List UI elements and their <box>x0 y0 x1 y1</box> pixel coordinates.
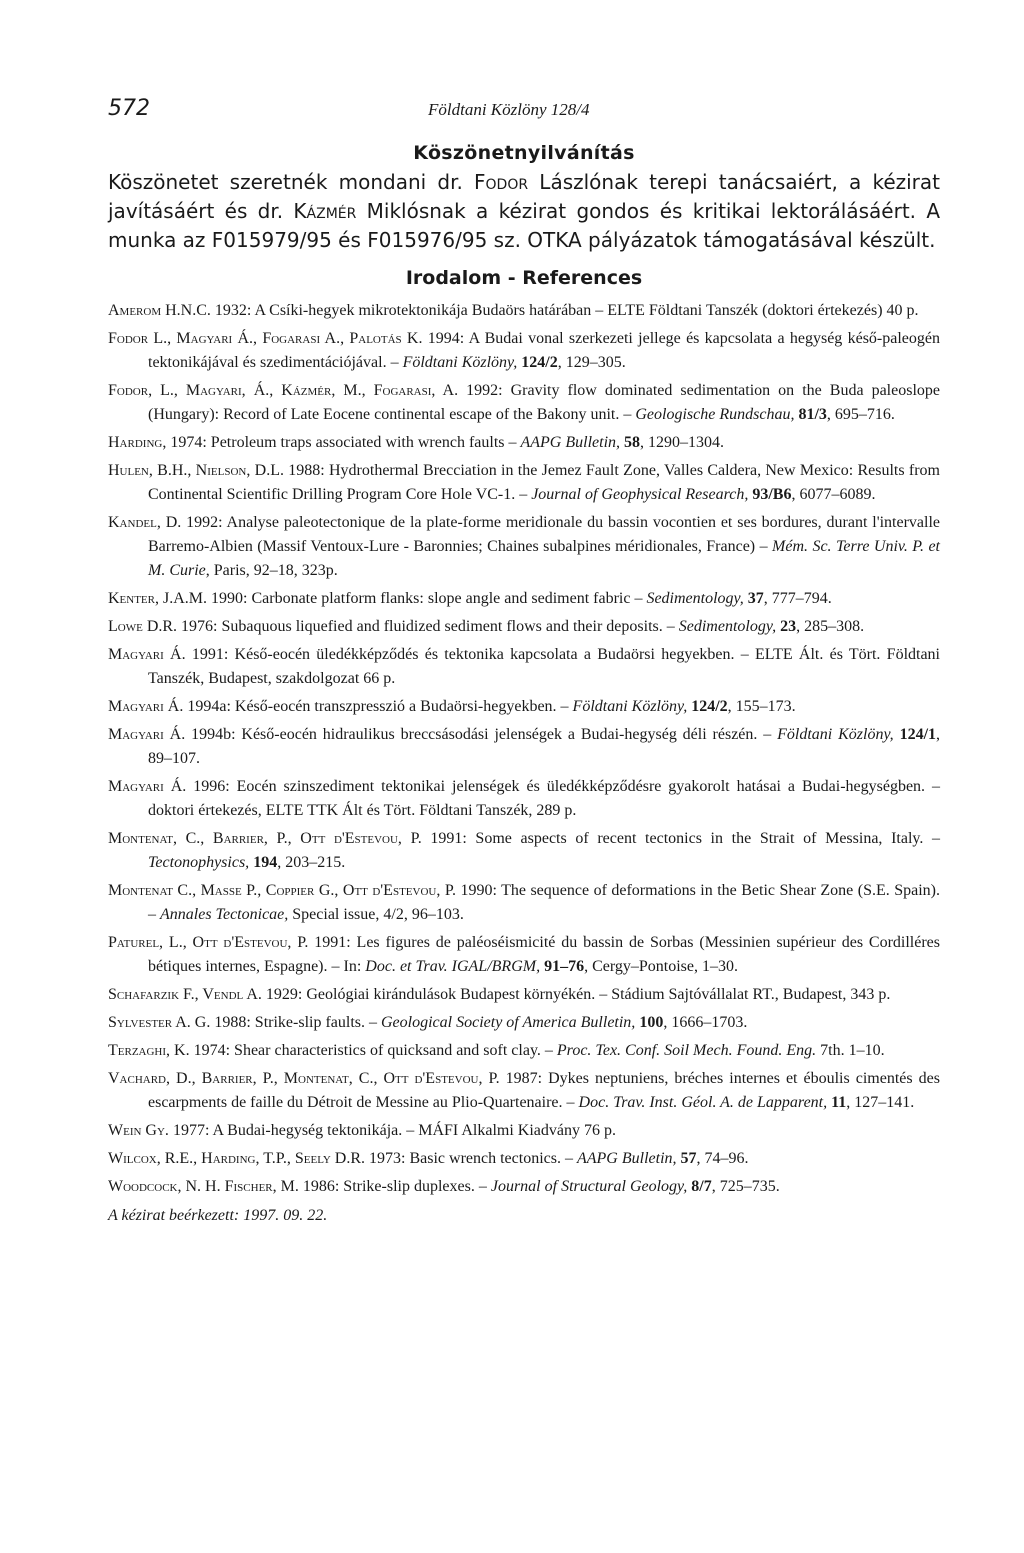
reference-text: 1994: A Budai vonal szerkezeti jellege és kapcsolata a hegység késő-paleogén tektonikájával és szedimentációjával. – <box>148 330 940 371</box>
reference-authors: Amerom H.N.C. <box>108 302 211 319</box>
reference-text: 1929: Geológiai kirándulások Budapest környékén. – Stádium Sajtóvállalat RT., Budapest, 343 p. <box>261 986 891 1003</box>
reference-text: 1932: A Csíki-hegyek mikrotektonikája Budaörs határában – ELTE Földtani Tanszék (doktori értekezés) 40 p. <box>210 302 919 319</box>
reference-entry <box>108 431 940 455</box>
reference-volume: 58 <box>624 434 641 451</box>
ack-name-kazmer: Kázmér <box>293 199 357 223</box>
reference-entry <box>108 299 940 323</box>
reference-authors: Paturel, L., Ott d'Estevou, P. <box>108 934 309 951</box>
reference-text: 1974: Petroleum traps associated with wrench faults – <box>166 434 521 451</box>
reference-text: 1987: Dykes neptuniens, bréches internes et éboulis cimentés des escarpments de faille du Détroit de Messine au Plio-Quartenaire. – <box>148 1070 940 1111</box>
reference-text: 1991: Les figures de paléoséismicité du bassin de Sorbas (Messinien supérieur des Cordilléres bétiques internes, Espagne). – In: <box>148 934 940 975</box>
reference-entry <box>108 587 940 611</box>
reference-entry <box>108 1039 940 1063</box>
reference-pages: , 203–215. <box>277 854 346 871</box>
reference-volume: 91–76 <box>544 958 585 975</box>
reference-authors: Wilcox, R.E., Harding, T.P., Seely D.R. <box>108 1150 366 1167</box>
reference-authors: Montenat, C., Barrier, P., Ott d'Estevou, P. <box>108 830 422 847</box>
reference-volume: 124/2 <box>521 354 558 371</box>
acknowledgement-text <box>108 168 940 255</box>
reference-pages: , Cergy–Pontoise, 1–30. <box>584 958 739 975</box>
reference-authors: Hulen, B.H., Nielson, D.L. <box>108 462 284 479</box>
reference-entry <box>108 511 940 583</box>
reference-source: Sedimentology, <box>646 590 748 607</box>
reference-entry <box>108 827 940 875</box>
received-date: A kézirat beérkezett: 1997. 09. 22. <box>108 1207 328 1224</box>
reference-entry <box>108 459 940 507</box>
reference-authors: Montenat C., Masse P., Coppier G., Ott d'Estevou, P. <box>108 882 456 899</box>
reference-pages: , 725–735. <box>711 1178 780 1195</box>
reference-text: 1992: Gravity flow dominated sedimentation on the Buda paleoslope (Hungary): Record of Late Eocene continental escape of the Bakony unit. – <box>148 382 940 423</box>
reference-volume: 11 <box>831 1094 847 1111</box>
reference-authors: Vachard, D., Barrier, P., Montenat, C., Ott d'Estevou, P. <box>108 1070 500 1087</box>
reference-source: Földtani Közlöny, <box>402 354 522 371</box>
ack-text-3: Miklósnak a kézirat gondos és kritikai lektorálásáért. A munka az F015979/95 és F015976/95 sz. OTKA pályázatok támogatásával készült. <box>108 199 941 252</box>
reference-text: 1976: Subaquous liquefied and fluidized sediment flows and their deposits. – <box>177 618 679 635</box>
reference-pages: , Paris, 92–18, 323p. <box>205 562 338 579</box>
reference-source: Tectonophysics, <box>148 854 254 871</box>
reference-entry <box>108 879 940 927</box>
journal-title: Földtani Közlöny 128/4 <box>428 100 590 119</box>
reference-pages: , 1290–1304. <box>640 434 725 451</box>
reference-source: Mém. Sc. Terre Univ. P. et M. Curie <box>148 538 941 579</box>
reference-text: 1991: Késő-eocén üledékképződés és tektonika kapcsolata a Budaörsi hegyekben. – ELTE Ált. és Tört. Földtani Tanszék, Budapest, szakdolgozat 66 p. <box>148 646 941 687</box>
ack-text-2: Lászlónak terepi tanácsaiért, a kézirat javításáért és dr. <box>108 170 941 223</box>
reference-authors: Wein Gy. <box>108 1122 169 1139</box>
reference-entry <box>108 983 940 1007</box>
reference-source: Földtani Közlöny, <box>777 726 900 743</box>
reference-text: 1988: Strike-slip faults. – <box>210 1014 381 1031</box>
reference-pages: , 777–794. <box>763 590 832 607</box>
reference-text: 1986: Strike-slip duplexes. – <box>298 1178 491 1195</box>
reference-authors: Kandel, D. <box>108 514 182 531</box>
reference-source: Geologische Rundschau, <box>635 406 799 423</box>
page-number: 572 <box>108 96 150 121</box>
reference-entry <box>108 695 940 719</box>
reference-source: Annales Tectonicae, <box>160 906 293 923</box>
reference-authors: Magyari Á. <box>108 698 184 715</box>
reference-entry <box>108 1147 940 1171</box>
reference-authors: Woodcock, N. H. Fischer, M. <box>108 1178 299 1195</box>
reference-text: 1994b: Késő-eocén hidraulikus breccsásodási jelenségek a Budai-hegység déli részén. – <box>185 726 778 743</box>
reference-source: Geological Society of America Bulletin, <box>381 1014 640 1031</box>
reference-pages: , 285–308. <box>796 618 865 635</box>
ack-name-fodor: Fodor <box>474 170 529 194</box>
reference-pages: , 89–107. <box>148 726 941 767</box>
reference-volume: 37 <box>747 590 764 607</box>
reference-authors: Fodor L., Magyari Á., Fogarasi A., Palotás K. <box>108 330 423 347</box>
reference-authors: Schafarzik F., Vendl A. <box>108 986 262 1003</box>
reference-source: AAPG Bulletin, <box>576 1150 681 1167</box>
reference-authors: Lowe D.R. <box>108 618 178 635</box>
reference-entry <box>108 615 940 639</box>
reference-volume: 93/B6 <box>752 486 792 503</box>
reference-pages: , 127–141. <box>846 1094 915 1111</box>
reference-text: 1996: Eocén szinszediment tektonikai jelenségek és üledékképződésre gyakorolt hatásai a Budai-hegységben. – doktori értekezés, ELTE TTK Ált és Tört. Földtani Tanszék, 289 p. <box>148 778 940 819</box>
reference-list <box>108 299 940 1199</box>
reference-authors: Fodor, L., Magyari, Á., Kázmér, M., Fogarasi, A. <box>108 382 459 399</box>
reference-pages: 7th. 1–10. <box>816 1042 885 1059</box>
reference-pages: , 129–305. <box>557 354 626 371</box>
reference-text: 1990: The sequence of deformations in the Betic Shear Zone (S.E. Spain). – <box>148 882 941 923</box>
reference-text: 1991: Some aspects of recent tectonics in the Strait of Messina, Italy. – <box>421 830 940 847</box>
reference-pages: , 155–173. <box>727 698 796 715</box>
reference-text: 1973: Basic wrench tectonics. – <box>365 1150 577 1167</box>
reference-source: Földtani Közlöny, <box>572 698 692 715</box>
reference-authors: Sylvester A. G. <box>108 1014 211 1031</box>
reference-source: Sedimentology, <box>678 618 781 635</box>
reference-volume: 100 <box>639 1014 664 1031</box>
reference-volume: 57 <box>680 1150 697 1167</box>
reference-source: Doc. Trav. Inst. Géol. A. de Lapparent, <box>578 1094 832 1111</box>
reference-entry <box>108 1175 940 1199</box>
reference-text: 1994a: Késő-eocén transzpresszió a Budaörsi-hegyekben. – <box>183 698 573 715</box>
reference-text: 1977: A Budai-hegység tektonikája. – MÁFI Alkalmi Kiadvány 76 p. <box>168 1122 616 1139</box>
reference-text: 1992: Analyse paleotectonique de la plate-forme meridionale du bassin vocontien et ses bordures, durant l'intervalle Barremo-Albien (Massif Ventoux-Lure - Baronnies; Chaines subalpines méridionales, France) – <box>148 514 940 555</box>
reference-authors: Magyari Á. <box>108 778 187 795</box>
reference-entry <box>108 1119 940 1143</box>
reference-entry <box>108 1011 940 1035</box>
reference-volume: 8/7 <box>691 1178 712 1195</box>
references-title: Irodalom - References <box>405 267 643 289</box>
reference-entry <box>108 379 940 427</box>
reference-volume: 81/3 <box>798 406 827 423</box>
reference-authors: Harding, <box>108 434 167 451</box>
reference-source: Proc. Tex. Conf. Soil Mech. Found. Eng. <box>556 1042 817 1059</box>
reference-volume: 124/2 <box>691 698 728 715</box>
reference-volume: 23 <box>780 618 797 635</box>
ack-text-1: Köszönetet szeretnék mondani dr. <box>108 170 475 194</box>
reference-authors: Magyari Á. <box>108 726 186 743</box>
reference-entry <box>108 775 940 823</box>
page <box>108 96 940 1225</box>
reference-authors: Terzaghi, K. <box>108 1042 190 1059</box>
reference-pages: , 1666–1703. <box>663 1014 748 1031</box>
reference-source: Journal of Geophysical Research, <box>531 486 753 503</box>
reference-text: 1974: Shear characteristics of quicksand and soft clay. – <box>189 1042 557 1059</box>
reference-authors: Kenter, J.A.M. <box>108 590 208 607</box>
reference-entry <box>108 723 940 771</box>
reference-entry <box>108 327 940 375</box>
reference-volume: 194 <box>253 854 278 871</box>
reference-source: Doc. et Trav. IGAL/BRGM, <box>365 958 545 975</box>
reference-source: Journal of Structural Geology, <box>490 1178 692 1195</box>
acknowledgement-title: Köszönetnyilvánítás <box>413 142 635 164</box>
reference-text: 1988: Hydrothermal Brecciation in the Jemez Fault Zone, Valles Caldera, New Mexico: Results from Continental Scientific Drilling Program Core Hole VC-1. – <box>148 462 940 503</box>
reference-text: 1990: Carbonate platform flanks: slope angle and sediment fabric – <box>207 590 647 607</box>
reference-entry <box>108 931 940 979</box>
reference-volume: 124/1 <box>899 726 937 743</box>
reference-pages: Special issue, 4/2, 96–103. <box>292 906 464 923</box>
reference-entry <box>108 1067 940 1115</box>
reference-pages: , 74–96. <box>696 1150 749 1167</box>
reference-entry <box>108 643 940 691</box>
reference-pages: , 6077–6089. <box>791 486 876 503</box>
reference-authors: Magyari Á. <box>108 646 186 663</box>
page-header <box>108 96 940 136</box>
reference-source: AAPG Bulletin, <box>520 434 625 451</box>
reference-pages: , 695–716. <box>826 406 895 423</box>
